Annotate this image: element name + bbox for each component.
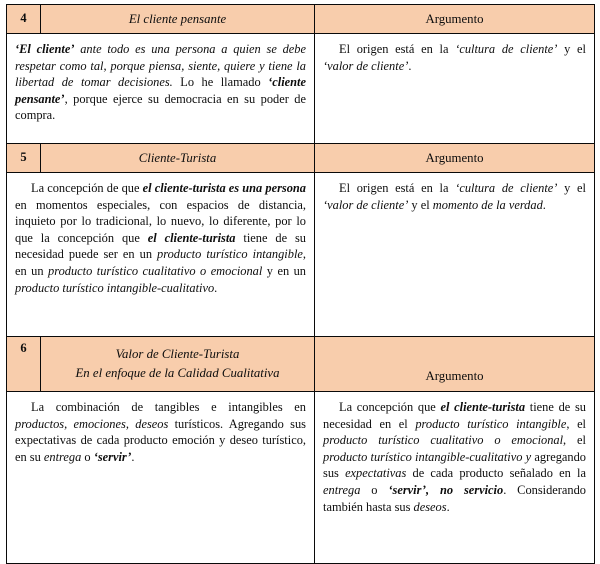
argument-header-cell: Argumento [315,337,595,392]
row-number-cell: 5 [7,144,41,173]
row-title-line: Cliente-Turista [138,150,217,165]
left-body-cell [7,34,315,144]
row-title-line: Valor de Cliente-Turista [115,347,240,362]
argument-header-cell: Argumento [315,144,595,173]
row-number-cell: 4 [7,5,41,34]
right-body-text: La concepción que el cliente-turista tiene de su necesidad en el producto turístico intangible, el producto turístico cualitativo o emocional, el producto turístico intangible-cualitativo y agregando sus expectativas de cada producto señalado en la entrega o ‘servir’, no servicio. Considerando también hasta sus deseos. [323,400,587,514]
right-body-cell [315,34,595,144]
left-body-cell [7,392,315,564]
table-row [7,144,595,173]
right-body-cell [315,173,595,337]
right-body-text: El origen está en la ‘cultura de cliente’ y el ‘valor de cliente’. [323,42,586,73]
left-body-cell [7,173,315,337]
right-body-text: El origen está en la ‘cultura de cliente’ y el ‘valor de cliente’ y el momento de la verdad. [323,181,586,212]
right-body-cell [315,392,595,564]
row-title-cell [41,144,315,173]
row-title-cell [41,5,315,34]
table-row [7,173,595,337]
table-row [7,34,595,144]
left-body-text: ‘El cliente’ ante todo es una persona a quien se debe respetar como tal, porque piensa, siente, quiere y tiene la libertad de tomar decisiones. Lo he llamado ‘cliente pensante’, porque ejerce su democracia en su poder de compra. [15,42,306,123]
left-body-text: La concepción de que el cliente-turista es una persona en momentos especiales, con espacios de distancia, inquieto por lo tradicional, lo nuevo, lo diferente, por lo que la concepción que el cliente-turista tiene de su necesidad puede ser en un producto turístico intangible, en un producto turístico cualitativo o emocional y en un producto turístico intangible-cualitativo. [15,181,307,295]
row-number-cell: 6 [7,337,41,392]
table-block-6 [6,336,595,564]
row-title-line: El cliente pensante [128,11,227,26]
table-block-4 [6,4,595,144]
argument-header-cell: Argumento [315,5,595,34]
table-block-5 [6,143,595,337]
row-subtitle-line: En el enfoque de la Calidad Cualitativa [75,366,280,380]
left-body-text: La combinación de tangibles e intangibles en productos, emociones, deseos turísticos. Agregando sus expectativas de cada producto emoción y deseo turístico, en su entrega o ‘servir’. [15,400,306,464]
table-row [7,392,595,564]
row-title-cell [41,337,315,392]
table-row [7,5,595,34]
table-row [7,337,595,392]
